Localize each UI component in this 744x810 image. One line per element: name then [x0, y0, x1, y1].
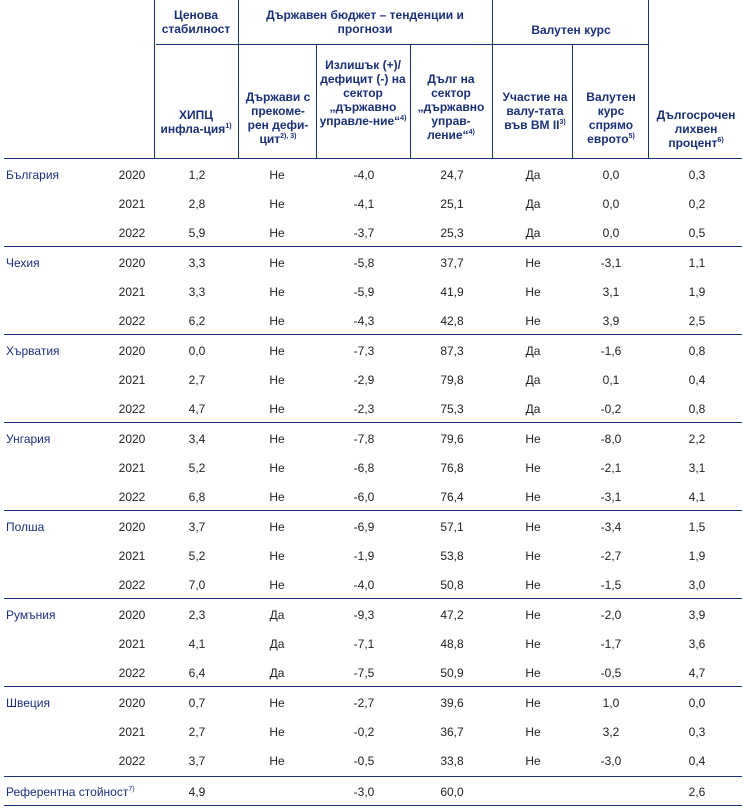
- header-exchange-group: Валутен курс: [531, 23, 611, 37]
- country-name: Румъния: [6, 608, 56, 622]
- group-rule: [4, 246, 742, 247]
- group-rule: [4, 158, 742, 159]
- cell-edp: Не: [269, 696, 285, 710]
- cell-erm: Не: [525, 637, 541, 651]
- cell-erm: Не: [525, 608, 541, 622]
- cell-edp: Не: [269, 314, 285, 328]
- cell-fx: -1,6: [600, 344, 622, 358]
- cell-ltr: 3,9: [688, 608, 706, 622]
- header-surplus-deficit: [318, 58, 408, 128]
- cell-bal: -4,0: [353, 168, 375, 182]
- cell-ltr: 1,5: [688, 520, 706, 534]
- header-debt: [414, 72, 488, 142]
- cell-fx: -2,0: [600, 608, 622, 622]
- cell-ltr: 1,9: [688, 285, 706, 299]
- cell-edp: Да: [269, 637, 285, 651]
- cell-debt: 87,3: [440, 344, 464, 358]
- cell-bal: -9,3: [353, 608, 375, 622]
- reference-label: [6, 785, 156, 799]
- cell-bal: -0,5: [353, 754, 375, 768]
- cell-bal: -4,3: [353, 314, 375, 328]
- cell-edp: Не: [269, 373, 285, 387]
- cell-debt: 79,8: [440, 373, 464, 387]
- country-name: Хърватия: [6, 344, 60, 358]
- reference-balance: -3,0: [353, 785, 375, 799]
- cell-hicp: 6,4: [188, 666, 206, 680]
- header-budget-group: Държавен бюджет – тенденции и прогнози: [266, 8, 464, 36]
- reference-note: 7): [128, 786, 135, 793]
- cell-debt: 57,1: [440, 520, 464, 534]
- cell-hicp: 3,3: [188, 256, 206, 270]
- cell-edp: Не: [269, 578, 285, 592]
- cell-fx: 0,0: [602, 197, 620, 211]
- cell-erm: Не: [525, 520, 541, 534]
- country-name: Унгария: [6, 432, 51, 446]
- cell-fx: -3,1: [600, 490, 622, 504]
- cell-erm: Не: [525, 549, 541, 563]
- cell-bal: -7,3: [353, 344, 375, 358]
- cell-ltr: 4,7: [688, 666, 706, 680]
- cell-debt: 37,7: [440, 256, 464, 270]
- header-exchange-rate: [576, 90, 646, 146]
- row-year: 2022: [118, 314, 146, 328]
- header-divider: [238, 0, 239, 158]
- country-name: България: [6, 168, 60, 182]
- country-name: Швеция: [6, 696, 50, 710]
- group-rule: [4, 598, 742, 599]
- header-price-stability: Ценова стабилност: [161, 8, 231, 36]
- cell-debt: 41,9: [440, 285, 464, 299]
- cell-debt: 33,8: [440, 754, 464, 768]
- cell-bal: -7,5: [353, 666, 375, 680]
- cell-hicp: 5,9: [188, 226, 206, 240]
- row-year: 2021: [118, 373, 146, 387]
- cell-erm: Не: [525, 461, 541, 475]
- cell-debt: 76,8: [440, 461, 464, 475]
- cell-fx: 0,0: [602, 226, 620, 240]
- header-divider: [648, 0, 649, 158]
- country-name: Полша: [6, 520, 45, 534]
- cell-ltr: 3,0: [688, 578, 706, 592]
- cell-erm: Не: [525, 432, 541, 446]
- cell-edp: Не: [269, 520, 285, 534]
- cell-bal: -0,2: [353, 725, 375, 739]
- header-debt-label: Дълг на сектор „държавно управ-ление“: [417, 72, 485, 142]
- cell-erm: Не: [525, 490, 541, 504]
- cell-fx: -3,4: [600, 520, 622, 534]
- header-surplus-deficit-note: 4): [400, 115, 407, 122]
- cell-erm: Не: [525, 256, 541, 270]
- cell-edp: Не: [269, 226, 285, 240]
- row-year: 2020: [118, 696, 146, 710]
- row-year: 2021: [118, 637, 146, 651]
- cell-hicp: 3,7: [188, 754, 206, 768]
- cell-fx: 1,0: [602, 696, 620, 710]
- reference-rule: [4, 776, 742, 777]
- cell-hicp: 4,1: [188, 637, 206, 651]
- header-surplus-deficit-label: Излишък (+)/ дефицит (-) на сектор „държавно управле-ние“: [319, 58, 406, 128]
- header-hicp: [160, 108, 232, 136]
- cell-ltr: 0,0: [688, 696, 706, 710]
- cell-bal: -7,1: [353, 637, 375, 651]
- cell-fx: 3,2: [602, 725, 620, 739]
- cell-hicp: 1,2: [188, 168, 206, 182]
- cell-debt: 79,6: [440, 432, 464, 446]
- group-rule: [4, 686, 742, 687]
- reference-debt: 60,0: [440, 785, 464, 799]
- cell-fx: -2,1: [600, 461, 622, 475]
- cell-debt: 36,7: [440, 725, 464, 739]
- cell-fx: 3,1: [602, 285, 620, 299]
- cell-erm: Не: [525, 285, 541, 299]
- cell-edp: Не: [269, 344, 285, 358]
- cell-debt: 76,4: [440, 490, 464, 504]
- header-top-rule: [156, 44, 648, 45]
- row-year: 2021: [118, 549, 146, 563]
- cell-fx: -3,0: [600, 754, 622, 768]
- cell-debt: 39,6: [440, 696, 464, 710]
- cell-fx: -1,5: [600, 578, 622, 592]
- cell-hicp: 5,2: [188, 461, 206, 475]
- header-long-term-rate-label: Дългосрочен лихвен процент: [656, 108, 736, 150]
- header-long-term-rate: [652, 108, 740, 150]
- header-erm-note: 3): [559, 119, 566, 126]
- cell-edp: Да: [269, 608, 285, 622]
- cell-hicp: 2,3: [188, 608, 206, 622]
- cell-debt: 50,8: [440, 578, 464, 592]
- cell-edp: Не: [269, 285, 285, 299]
- cell-debt: 48,8: [440, 637, 464, 651]
- cell-hicp: 3,7: [188, 520, 206, 534]
- group-rule: [4, 422, 742, 423]
- row-year: 2020: [118, 608, 146, 622]
- row-year: 2020: [118, 344, 146, 358]
- group-rule: [4, 334, 742, 335]
- cell-debt: 42,8: [440, 314, 464, 328]
- cell-edp: Не: [269, 197, 285, 211]
- header-long-term-rate-note: 6): [717, 137, 724, 144]
- cell-bal: -6,0: [353, 490, 375, 504]
- cell-fx: -0,5: [600, 666, 622, 680]
- cell-ltr: 1,1: [688, 256, 706, 270]
- cell-ltr: 0,8: [688, 402, 706, 416]
- cell-erm: Да: [525, 373, 541, 387]
- reference-hicp: 4,9: [188, 785, 206, 799]
- cell-ltr: 2,2: [688, 432, 706, 446]
- cell-bal: -1,9: [353, 549, 375, 563]
- cell-hicp: 7,0: [188, 578, 206, 592]
- cell-edp: Не: [269, 402, 285, 416]
- cell-debt: 53,8: [440, 549, 464, 563]
- row-year: 2021: [118, 197, 146, 211]
- cell-ltr: 0,2: [688, 197, 706, 211]
- cell-erm: Не: [525, 578, 541, 592]
- row-year: 2022: [118, 578, 146, 592]
- cell-bal: -2,9: [353, 373, 375, 387]
- cell-ltr: 3,1: [688, 461, 706, 475]
- cell-edp: Не: [269, 725, 285, 739]
- cell-fx: -0,2: [600, 402, 622, 416]
- cell-edp: Не: [269, 432, 285, 446]
- row-year: 2021: [118, 461, 146, 475]
- header-hicp-label: ХИПЦ инфла-ция: [160, 108, 226, 136]
- cell-edp: Не: [269, 168, 285, 182]
- cell-ltr: 0,4: [688, 373, 706, 387]
- cell-hicp: 2,7: [188, 725, 206, 739]
- row-year: 2020: [118, 256, 146, 270]
- cell-hicp: 0,0: [188, 344, 206, 358]
- cell-ltr: 0,4: [688, 754, 706, 768]
- header-exchange-rate-label: Валутен курс спрямо еврото: [586, 90, 636, 146]
- cell-debt: 50,9: [440, 666, 464, 680]
- cell-hicp: 0,7: [188, 696, 206, 710]
- row-year: 2022: [118, 666, 146, 680]
- cell-ltr: 0,3: [688, 725, 706, 739]
- header-erm: [498, 90, 572, 132]
- cell-fx: -1,7: [600, 637, 622, 651]
- cell-debt: 75,3: [440, 402, 464, 416]
- row-year: 2020: [118, 432, 146, 446]
- cell-bal: -4,0: [353, 578, 375, 592]
- row-year: 2021: [118, 285, 146, 299]
- header-hicp-note: 1): [225, 123, 232, 130]
- cell-edp: Не: [269, 754, 285, 768]
- cell-debt: 24,7: [440, 168, 464, 182]
- cell-debt: 47,2: [440, 608, 464, 622]
- header-divider: [316, 44, 317, 158]
- cell-ltr: 1,9: [688, 549, 706, 563]
- cell-bal: -3,7: [353, 226, 375, 240]
- cell-bal: -6,8: [353, 461, 375, 475]
- cell-erm: Не: [525, 725, 541, 739]
- cell-hicp: 2,7: [188, 373, 206, 387]
- cell-erm: Да: [525, 168, 541, 182]
- row-year: 2022: [118, 226, 146, 240]
- row-year: 2020: [118, 520, 146, 534]
- cell-erm: Да: [525, 197, 541, 211]
- cell-fx: 0,0: [602, 168, 620, 182]
- cell-erm: Да: [525, 402, 541, 416]
- cell-edp: Да: [269, 666, 285, 680]
- reference-long-term-rate: 2,6: [688, 785, 706, 799]
- header-erm-label: Участие на валу-тата във ВМ II: [502, 90, 568, 132]
- header-divider: [154, 0, 155, 158]
- cell-ltr: 2,5: [688, 314, 706, 328]
- cell-bal: -2,3: [353, 402, 375, 416]
- cell-erm: Не: [525, 314, 541, 328]
- cell-hicp: 6,2: [188, 314, 206, 328]
- cell-bal: -7,8: [353, 432, 375, 446]
- cell-hicp: 3,3: [188, 285, 206, 299]
- header-excessive-deficit: [242, 90, 314, 146]
- header-excessive-deficit-note: 2), 3): [280, 133, 297, 140]
- header-debt-note: 4): [468, 129, 475, 136]
- cell-erm: Не: [525, 754, 541, 768]
- cell-ltr: 0,8: [688, 344, 706, 358]
- header-excessive-deficit-label: Държави с прекоме-рен дефи-цит: [245, 90, 311, 146]
- cell-debt: 25,3: [440, 226, 464, 240]
- country-name: Чехия: [6, 256, 40, 270]
- cell-debt: 25,1: [440, 197, 464, 211]
- cell-ltr: 0,3: [688, 168, 706, 182]
- cell-hicp: 4,7: [188, 402, 206, 416]
- row-year: 2022: [118, 402, 146, 416]
- cell-erm: Да: [525, 226, 541, 240]
- cell-erm: Не: [525, 666, 541, 680]
- cell-fx: 0,1: [602, 373, 620, 387]
- cell-ltr: 0,5: [688, 226, 706, 240]
- group-rule: [4, 510, 742, 511]
- reference-label-text: Референтна стойност: [6, 785, 129, 799]
- header-exchange-rate-note: 5): [628, 133, 635, 140]
- cell-ltr: 4,1: [688, 490, 706, 504]
- cell-edp: Не: [269, 490, 285, 504]
- cell-edp: Не: [269, 461, 285, 475]
- row-year: 2020: [118, 168, 146, 182]
- header-divider: [572, 44, 573, 158]
- cell-edp: Не: [269, 549, 285, 563]
- header-divider: [410, 44, 411, 158]
- cell-edp: Не: [269, 256, 285, 270]
- cell-bal: -6,9: [353, 520, 375, 534]
- cell-hicp: 2,8: [188, 197, 206, 211]
- cell-bal: -2,7: [353, 696, 375, 710]
- row-year: 2022: [118, 490, 146, 504]
- cell-erm: Не: [525, 696, 541, 710]
- cell-erm: Да: [525, 344, 541, 358]
- cell-ltr: 3,6: [688, 637, 706, 651]
- cell-hicp: 3,4: [188, 432, 206, 446]
- bottom-rule: [4, 805, 742, 806]
- cell-fx: 3,9: [602, 314, 620, 328]
- cell-hicp: 6,8: [188, 490, 206, 504]
- row-year: 2022: [118, 754, 146, 768]
- cell-fx: -3,1: [600, 256, 622, 270]
- cell-hicp: 5,2: [188, 549, 206, 563]
- row-year: 2021: [118, 725, 146, 739]
- cell-fx: -2,7: [600, 549, 622, 563]
- cell-bal: -4,1: [353, 197, 375, 211]
- cell-bal: -5,8: [353, 256, 375, 270]
- cell-fx: -8,0: [600, 432, 622, 446]
- header-divider: [492, 0, 493, 158]
- cell-bal: -5,9: [353, 285, 375, 299]
